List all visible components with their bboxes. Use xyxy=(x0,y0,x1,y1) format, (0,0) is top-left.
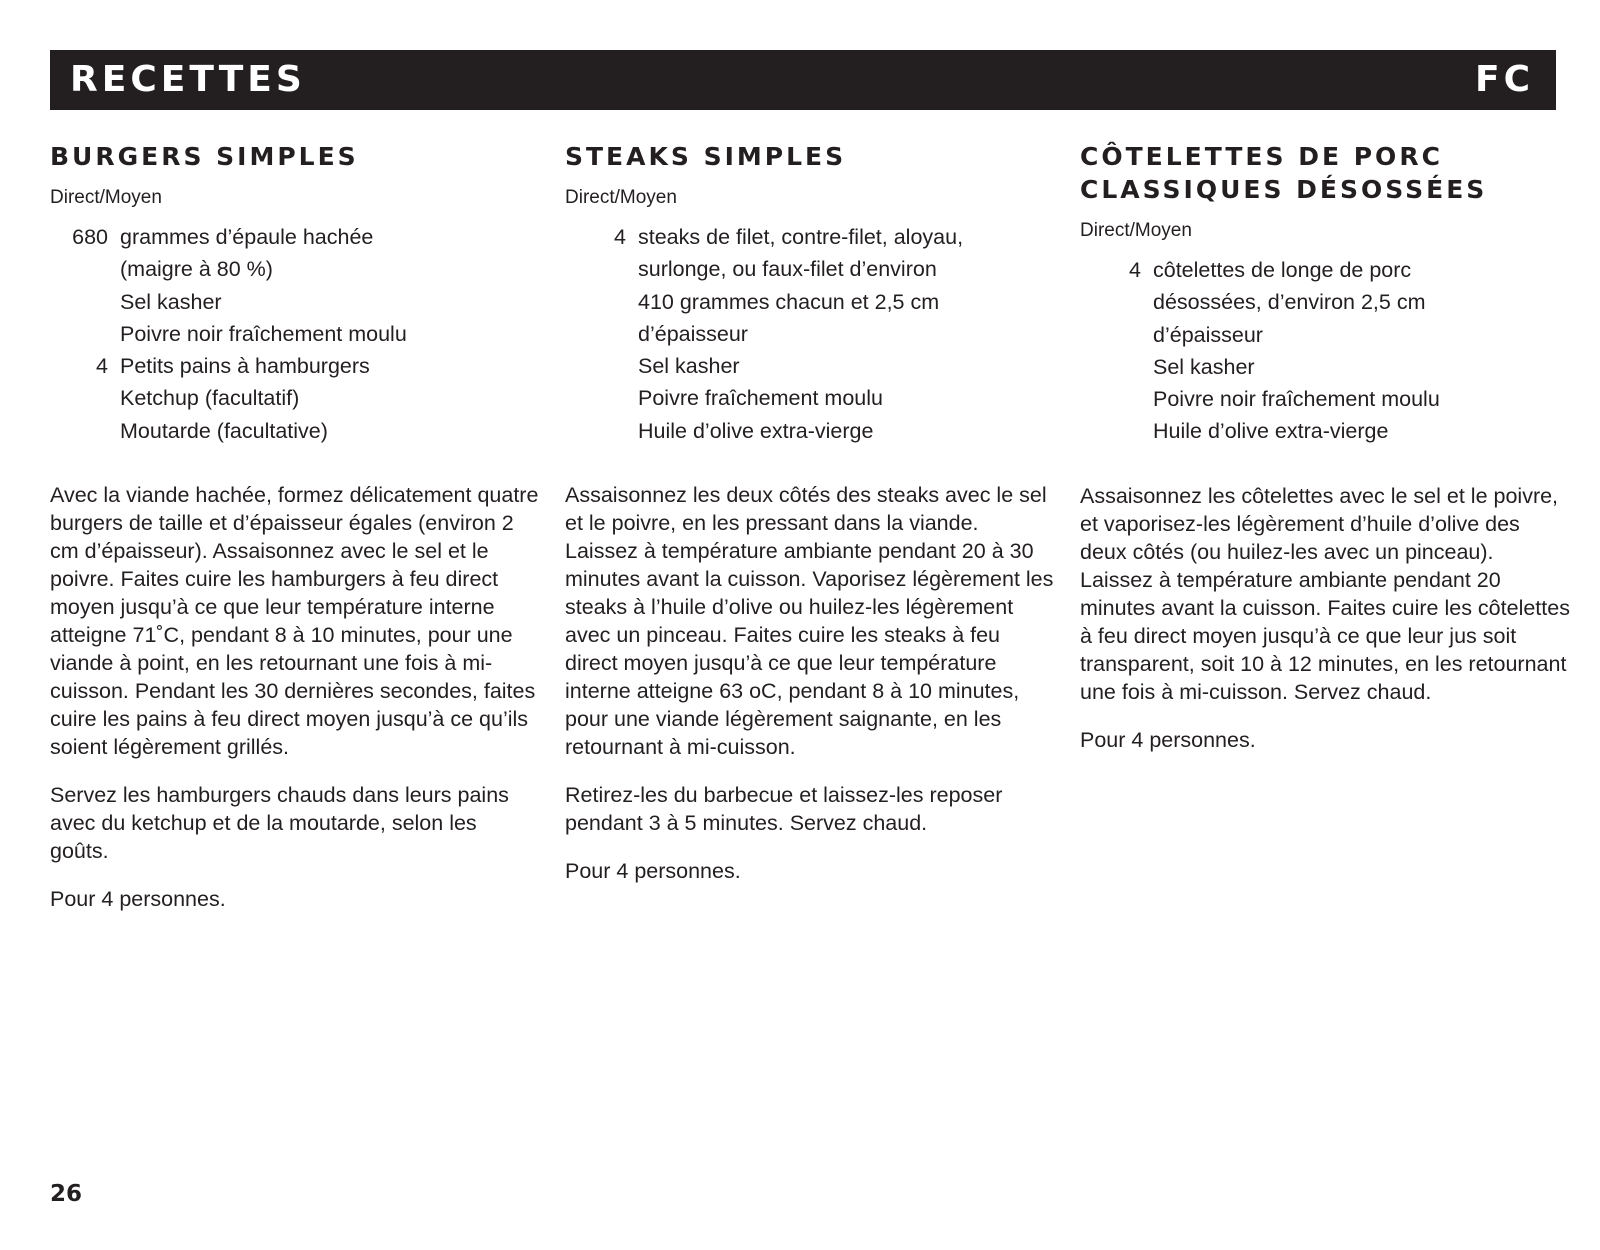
ingredient-quantity xyxy=(565,382,638,414)
ingredient-quantity xyxy=(1080,383,1153,415)
ingredient-item xyxy=(50,221,540,286)
instruction-paragraph: Assaisonnez les côtelettes avec le sel et le poivre, et vaporisez-les légèrement d’huile d’olive des deux côtés (ou huilez-les avec un pinceau). Laissez à température ambiante pendant 20 minutes avant la cuisson. Faites cuire les côtelettes à feu direct moyen jusqu’à ce que leur jus soit transparent, soit 10 à 12 minutes, en les retournant une fois à mi-cuisson. Servez chaud. xyxy=(1080,483,1570,704)
ingredient-item xyxy=(565,415,1055,447)
ingredient-text: Huile d’olive extra-vierge xyxy=(1153,419,1389,444)
ingredient-quantity: 680 xyxy=(72,225,108,249)
servings: Pour 4 personnes. xyxy=(1080,727,1256,752)
ingredient-list xyxy=(1080,254,1570,448)
ingredient-text: Sel kasher xyxy=(1153,354,1255,379)
ingredient-text: Sel kasher xyxy=(638,354,740,379)
instructions xyxy=(1080,482,1570,754)
ingredient-text: Sel kasher xyxy=(120,289,222,314)
ingredient-list xyxy=(50,221,540,447)
ingredient-text: Huile d’olive extra-vierge xyxy=(638,418,874,443)
servings: Pour 4 personnes. xyxy=(565,859,741,884)
ingredient-text: Poivre fraîchement moulu xyxy=(638,386,883,411)
instruction-paragraph: Avec la viande hachée, formez délicatement quatre burgers de taille et d’épaisseur égales (environ 2 cm d’épaisseur). Assaisonnez avec le sel et le poivre. Faites cuire les hamburgers à feu direct moyen jusqu’à ce que leur température interne atteigne 71˚C, pendant 8 à 10 minutes, pour une viande à point, en les retournant une fois à mi-cuisson. Pendant les 30 dernières secondes, faites cuire les pains à feu direct moyen jusqu’à ce qu’ils soient légèrement grillés. xyxy=(50,483,539,760)
ingredient-quantity xyxy=(565,415,638,447)
ingredient-text: grammes d’épaule hachée (maigre à 80 %) xyxy=(120,225,374,282)
ingredient-text: steaks de filet, contre-filet, aloyau, surlonge, ou faux-filet d’environ 410 grammes chacun et 2,5 cm d’épaisseur xyxy=(638,225,964,346)
ingredient-item xyxy=(1080,383,1570,415)
ingredient-text: Moutarde (facultative) xyxy=(120,418,328,443)
ingredient-item xyxy=(565,350,1055,382)
recipe-pork-chops xyxy=(1080,140,1570,774)
ingredient-quantity: 4 xyxy=(614,225,626,249)
ingredient-quantity xyxy=(1080,351,1153,383)
instructions xyxy=(50,481,540,913)
ingredient-item xyxy=(1080,415,1570,447)
ingredient-item xyxy=(50,318,540,350)
servings: Pour 4 personnes. xyxy=(50,887,226,912)
ingredient-quantity xyxy=(50,415,120,447)
ingredient-item xyxy=(50,415,540,447)
ingredient-list xyxy=(565,221,1055,447)
instruction-paragraph: Retirez-les du barbecue et laissez-les reposer pendant 3 à 5 minutes. Servez chaud. xyxy=(565,783,1003,836)
ingredient-quantity xyxy=(1080,415,1153,447)
ingredient-item xyxy=(1080,351,1570,383)
ingredient-text: Poivre noir fraîchement moulu xyxy=(120,321,407,346)
ingredient-item xyxy=(1080,254,1570,351)
ingredient-quantity: 4 xyxy=(1129,258,1141,282)
ingredient-quantity xyxy=(565,350,638,382)
ingredient-item xyxy=(50,286,540,318)
cooking-method: Direct/Moyen xyxy=(1080,220,1192,241)
header-bar xyxy=(50,50,1556,110)
ingredient-quantity xyxy=(50,286,120,318)
ingredient-quantity: 4 xyxy=(96,354,108,379)
ingredient-item xyxy=(50,382,540,414)
language-code: FC xyxy=(1474,59,1534,100)
ingredient-quantity xyxy=(50,318,120,350)
instruction-paragraph: Servez les hamburgers chauds dans leurs pains avec du ketchup et de la moutarde, selon les goûts. xyxy=(50,783,509,864)
ingredient-item xyxy=(565,382,1055,414)
ingredient-quantity xyxy=(50,382,120,414)
recipe-title: CÔTELETTES DE PORC CLASSIQUES DÉSOSSÉES xyxy=(1080,142,1488,204)
recipe-steaks xyxy=(565,140,1055,905)
ingredient-text: Petits pains à hamburgers xyxy=(120,354,370,379)
ingredient-text: côtelettes de longe de porc désossées, d’environ 2,5 cm d’épaisseur xyxy=(1153,258,1426,347)
ingredient-text: Poivre noir fraîchement moulu xyxy=(1153,387,1440,412)
cooking-method: Direct/Moyen xyxy=(50,187,162,208)
ingredient-item xyxy=(50,350,540,382)
section-title: RECETTES xyxy=(70,59,306,100)
ingredient-item xyxy=(565,221,1055,350)
recipe-burgers xyxy=(50,140,540,933)
instructions xyxy=(565,481,1055,885)
recipe-title: STEAKS SIMPLES xyxy=(565,142,847,171)
ingredient-text: Ketchup (facultatif) xyxy=(120,386,300,411)
cooking-method: Direct/Moyen xyxy=(565,187,677,208)
page-number: 26 xyxy=(50,1181,83,1207)
recipe-title: BURGERS SIMPLES xyxy=(50,142,359,171)
instruction-paragraph: Assaisonnez les deux côtés des steaks avec le sel et le poivre, en les pressant dans la viande. Laissez à température ambiante pendant 20 à 30 minutes avant la cuisson. Vaporisez légèrement les steaks à l’huile d’olive ou huilez-les légèrement avec un pinceau. Faites cuire les steaks à feu direct moyen jusqu’à ce que leur température interne atteigne 63 oC, pendant 8 à 10 minutes, pour une viande légèrement saignante, en les retournant à mi-cuisson. xyxy=(565,483,1054,760)
